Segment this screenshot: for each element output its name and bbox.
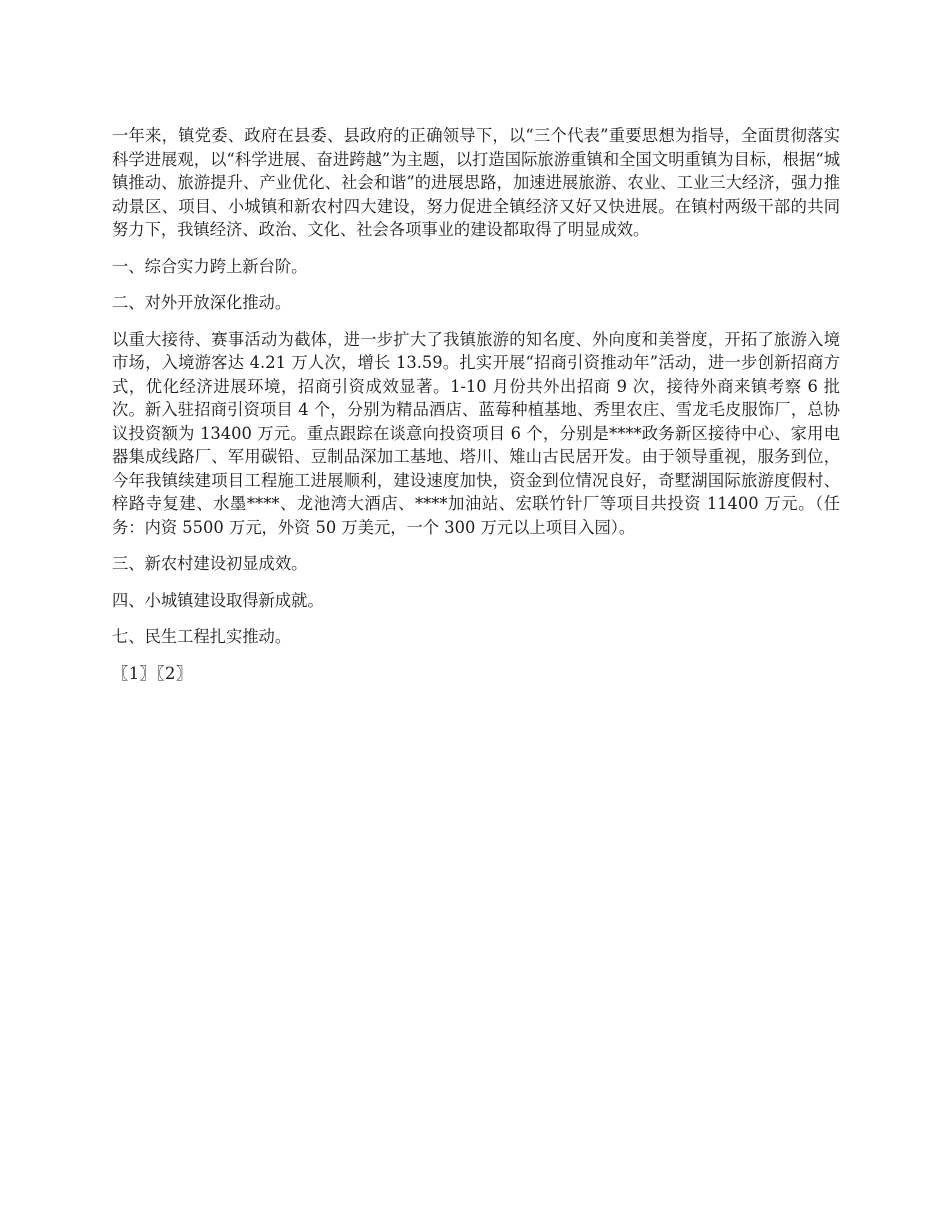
section-heading-4: 四、小城镇建设取得新成就。 xyxy=(112,590,324,610)
section-heading-1: 一、综合实力跨上新台阶。 xyxy=(112,256,308,276)
section-heading-3: 三、新农村建设初显成效。 xyxy=(112,554,308,573)
page-links[interactable]: 〖1〗〖2〗 xyxy=(112,663,193,683)
intro-paragraph: 一年来，镇党委、政府在县委、县政府的正确领导下，以“三个代表”重要思想为指导，全面贯彻落实科学进展观，以“科学进展、奋进跨越”为主题，以打造国际旅游重镇和全国文明重镇为目标，根据“城镇推动、旅游提升、产业优化、社会和谐”的进展思路，加速进展旅游、农业、工业三大经济，强力推动景区、项目、小城镇和新农村四大建设，努力促进全镇经济又好又快进展。在镇村两级干部的共同努力下，我镇经济、政治、文化、社会各项事业的建设都取得了明显成效。 xyxy=(112,126,840,239)
document-body xyxy=(112,124,840,685)
section-2-paragraph: 以重大接待、赛事活动为截体，进一步扩大了我镇旅游的知名度、外向度和美誉度，开拓了旅游入境市场，入境游客达 4.21 万人次，增长 13.59。扎实开展“招商引资推动年”活动，进一步创新招商方式，优化经济进展环境，招商引资成效显著。1-10 月份共外出招商 9 次，接待外商来镇考察 6 批次。新入驻招商引资项目 4 个，分别为精品酒店、蓝莓种植基地、秀里农庄、雪龙毛皮服饰厂，总协议投资额为 13400 万元。重点跟踪在谈意向投资项目 6 个，分别是****政务新区接待中心、家用电器集成线路厂、军用碳铅、豆制品深加工基地、塔川、雉山古民居开发。由于领导重视，服务到位，今年我镇续建项目工程施工进展顺利，建设速度加快，资金到位情况良好，奇墅湖国际旅游度假村、梓路寺复建、水墨****、龙池湾大酒店、****加油站、宏联竹针厂等项目共投资 11400 万元。（任务：内资 5500 万元，外资 50 万美元，一个 300 万元以上项目入园）。 xyxy=(112,329,840,537)
section-heading-7: 七、民生工程扎实推动。 xyxy=(112,627,292,646)
section-heading-2: 二、对外开放深化推动。 xyxy=(112,293,292,312)
